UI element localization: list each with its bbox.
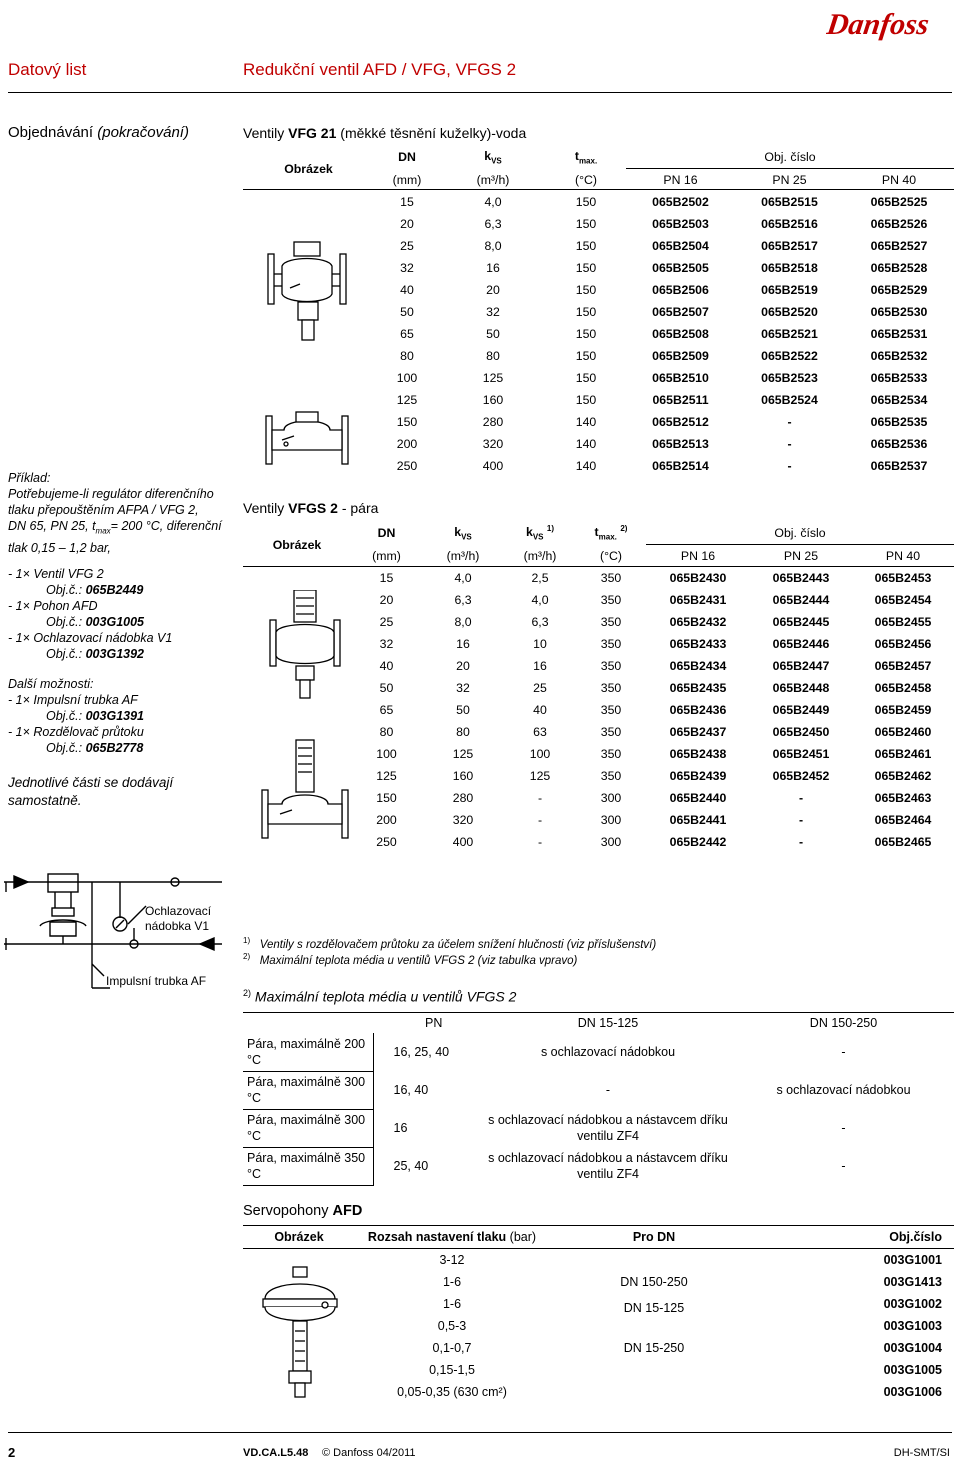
cell-kvs: 20 <box>456 659 470 673</box>
cell-kvs1: 125 <box>529 769 551 783</box>
cell-pn16: 065B2435 <box>669 681 727 695</box>
col-dn-unit: (mm) <box>392 172 422 187</box>
cell-pn40: 065B2534 <box>870 393 928 407</box>
doc-code: VD.CA.L5.48 <box>243 1447 309 1459</box>
col-dn: DN <box>398 150 416 165</box>
temp-row <box>243 1109 954 1147</box>
cell-kvs1: - <box>537 791 543 805</box>
cell-kvs1: 63 <box>533 725 547 739</box>
temp-table-title: $^{2)}$ Maximální teplota média u ventilů VFGS 2 <box>243 988 517 1005</box>
col-tmax: $t_{max.}$ $^{2)}$ <box>594 524 628 543</box>
cell-dn <box>549 1359 759 1381</box>
cell-pn25: 065B2524 <box>761 393 818 407</box>
cell-tmax: 350 <box>600 571 622 585</box>
order-item-name: - 1× Ochlazovací nádobka V1 <box>8 630 173 645</box>
cell-kvs1: 2,5 <box>531 571 549 585</box>
sidebar-example <box>8 470 228 810</box>
cell-tmax: 150 <box>575 283 597 297</box>
cell-tmax: 300 <box>600 835 622 849</box>
cell-tmax: 150 <box>575 327 597 341</box>
danfoss-logo <box>826 4 944 44</box>
cell-range: 0,05-0,35 (630 cm²) <box>397 1385 507 1399</box>
col-pn16: PN 16 <box>680 549 716 563</box>
cell-code: 003G1004 <box>883 1341 942 1355</box>
cell-pn40: 065B2454 <box>874 593 932 607</box>
order-items <box>8 566 228 662</box>
cell-pn16: 065B2504 <box>652 239 709 253</box>
cell-kvs: 32 <box>486 305 500 319</box>
cell-pn16: 065B2433 <box>669 637 727 651</box>
cell-pn25: 065B2515 <box>761 195 818 209</box>
cell-pn40: 065B2463 <box>874 791 932 805</box>
example-line: Potřebujeme-li regulátor diferenčního <box>8 487 214 501</box>
col-kvs1-unit: (m³/h) <box>523 548 557 563</box>
cell-kvs1: - <box>537 813 543 827</box>
cell-kvs: 80 <box>456 725 470 739</box>
cell-tmax: 150 <box>575 261 597 275</box>
cell-dn: 80 <box>400 349 414 363</box>
cell-pn25: 065B2450 <box>772 725 830 739</box>
cell-pn40: 065B2533 <box>870 371 928 385</box>
cell-pn16: 065B2512 <box>652 415 709 429</box>
doc-type: Datový list <box>8 60 87 79</box>
vfgs2-header-rule <box>243 566 954 567</box>
col-kvs: $k_{VS}$ <box>484 149 502 166</box>
cell-tmax: 140 <box>575 437 597 451</box>
cell-pn16: 065B2513 <box>652 437 709 451</box>
col-pn25: PN 25 <box>772 173 807 187</box>
cell-kvs: 8,0 <box>484 239 502 253</box>
cell-pn40: 065B2461 <box>874 747 932 761</box>
cell-dn: 40 <box>379 659 394 673</box>
cell-pn16: 065B2442 <box>669 835 727 849</box>
valve-drawing-vfgs2 <box>258 590 354 850</box>
temp-row-label: Pára, maximálně 300 °C <box>243 1071 373 1109</box>
cell-pn40: 065B2532 <box>870 349 928 363</box>
cell-tmax: 350 <box>600 725 622 739</box>
order-item-name: - 1× Impulsní trubka AF <box>8 692 138 707</box>
cell-kvs: 400 <box>452 835 474 849</box>
example-line: tlak 0,15 – 1,2 bar, <box>8 540 111 555</box>
cell-kvs: 32 <box>456 681 470 695</box>
act-col-picture: Obrázek <box>243 1226 355 1249</box>
temp-row-dn-small: s ochlazovací nádobkou a nástavcem dříku ventilu ZF4 <box>488 1113 728 1143</box>
col-kvs-unit: (m³/h) <box>446 548 480 563</box>
cell-kvs1: 100 <box>529 747 551 761</box>
cell-tmax: 150 <box>575 217 597 231</box>
cell-pn40: 065B2536 <box>870 437 928 451</box>
cell-dn: 150 <box>396 415 418 429</box>
doc-title: Redukční ventil AFD / VFG, VFGS 2 <box>243 60 517 79</box>
cell-pn40: 065B2527 <box>870 239 928 253</box>
cell-pn16: 065B2503 <box>652 217 709 231</box>
cell-pn16: 065B2505 <box>652 261 709 275</box>
cell-pn25: - <box>798 835 804 849</box>
cell-kvs: 160 <box>482 393 504 407</box>
cell-tmax: 350 <box>600 747 622 761</box>
cell-dn <box>549 1315 759 1337</box>
cell-dn: DN 150-250 <box>620 1275 688 1289</box>
cell-dn: 15 <box>379 571 394 585</box>
order-item-name: - 1× Rozdělovač průtoku <box>8 724 144 739</box>
cell-dn: 50 <box>400 305 414 319</box>
cell-dn: 100 <box>396 371 418 385</box>
cell-code: 003G1001 <box>883 1253 942 1267</box>
cell-dn: 20 <box>379 593 394 607</box>
cell-pn25: - <box>787 459 792 473</box>
cell-pn40: 065B2530 <box>870 305 928 319</box>
col-kvs: $k_{VS}$ <box>454 525 472 542</box>
temp-row <box>243 1071 954 1109</box>
temp-row-dn-small: - <box>605 1083 611 1097</box>
table-row <box>243 567 954 589</box>
cell-kvs: 16 <box>456 637 470 651</box>
temp-row-pn: 25, 40 <box>393 1159 429 1173</box>
cell-kvs1: 16 <box>533 659 547 673</box>
cell-pn16: 065B2502 <box>652 195 709 209</box>
cell-range: 0,15-1,5 <box>429 1363 475 1377</box>
order-item-code: Obj.č.: 065B2778 <box>46 740 144 755</box>
cell-dn: 80 <box>379 725 394 739</box>
cell-tmax: 350 <box>600 659 622 673</box>
order-item-code: Obj.č.: 065B2449 <box>46 582 144 597</box>
cell-pn25: 065B2443 <box>772 571 830 585</box>
cell-pn25: - <box>787 415 792 429</box>
temp-row-dn-large: - <box>841 1159 846 1173</box>
temp-row-pn: 16 <box>393 1121 408 1135</box>
cell-tmax: 350 <box>600 593 622 607</box>
cell-kvs: 320 <box>482 437 504 451</box>
more-options-label: Další možnosti: <box>8 676 94 691</box>
cell-pn25: 065B2446 <box>772 637 830 651</box>
cell-pn16: 065B2511 <box>652 393 709 407</box>
cell-pn16: 065B2432 <box>669 615 727 629</box>
cell-pn16: 065B2437 <box>669 725 727 739</box>
cell-tmax: 150 <box>575 305 597 319</box>
cell-range: 0,1-0,7 <box>432 1341 472 1355</box>
cell-tmax: 350 <box>600 681 622 695</box>
cell-tmax: 350 <box>600 769 622 783</box>
cell-kvs1: 40 <box>533 703 547 717</box>
cell-range: 1-6 <box>442 1275 462 1289</box>
cell-dn: 125 <box>376 769 397 783</box>
cell-dn: 15 <box>400 195 414 209</box>
cell-kvs: 280 <box>482 415 504 429</box>
cell-range: 3-12 <box>439 1253 465 1267</box>
temp-row-label: Pára, maximálně 350 °C <box>243 1147 373 1185</box>
cell-tmax: 140 <box>575 459 597 473</box>
temp-row-label: Pára, maximálně 300 °C <box>243 1109 373 1147</box>
cell-tmax: 350 <box>600 637 622 651</box>
table-row <box>243 191 954 213</box>
cell-dn: 250 <box>376 835 397 849</box>
order-item-code: Obj.č.: 003G1005 <box>46 614 144 629</box>
cell-kvs: 320 <box>452 813 474 827</box>
cell-tmax: 350 <box>600 703 622 717</box>
cell-dn: 100 <box>376 747 397 761</box>
cell-kvs: 125 <box>482 371 504 385</box>
cell-kvs1: 4,0 <box>531 593 549 607</box>
cell-pn16: 065B2509 <box>652 349 709 363</box>
cell-kvs: 80 <box>486 349 500 363</box>
col-tmax: $t_{max.}$ <box>574 149 598 166</box>
cell-dn: DN 15-125 <box>623 1301 685 1315</box>
cell-dn: 25 <box>379 615 394 629</box>
footer-rule <box>8 1432 952 1433</box>
cell-code: 003G1005 <box>883 1363 942 1377</box>
cell-pn40: 065B2464 <box>874 813 932 827</box>
copyright: © Danfoss 04/2011 <box>322 1447 416 1459</box>
valve-drawing-vfg21 <box>262 236 352 476</box>
cell-dn: 40 <box>400 283 414 297</box>
temp-row-dn-small: s ochlazovací nádobkou <box>540 1045 676 1059</box>
cell-pn25: 065B2452 <box>772 769 830 783</box>
cell-dn: 200 <box>376 813 397 827</box>
cell-dn: 50 <box>379 681 394 695</box>
cell-kvs: 8,0 <box>454 615 472 629</box>
cell-pn25: - <box>798 813 804 827</box>
cell-tmax: 300 <box>600 791 622 805</box>
actuator-row <box>243 1249 954 1272</box>
cell-pn40: 065B2458 <box>874 681 932 695</box>
cell-dn: 150 <box>376 791 397 805</box>
cell-dn: 32 <box>400 261 414 275</box>
actuator-drawing <box>255 1265 347 1408</box>
footnote-1: $^{1)}$ Ventily s rozdělovačem průtoku za účelem snížení hlučnosti (viz příslušenství) <box>243 936 657 951</box>
svg-text:Danfoss: Danfoss <box>826 7 932 41</box>
cell-kvs: 125 <box>452 747 474 761</box>
cell-pn25: 065B2523 <box>761 371 818 385</box>
cell-kvs1: 25 <box>533 681 547 695</box>
cell-kvs: 400 <box>482 459 504 473</box>
cell-pn40: 065B2465 <box>874 835 932 849</box>
cell-pn25: 065B2447 <box>772 659 830 673</box>
cell-dn <box>549 1381 759 1403</box>
col-pn25: PN 25 <box>783 549 819 563</box>
cell-code: 003G1003 <box>883 1319 942 1333</box>
department: DH-SMT/SI <box>893 1447 950 1459</box>
cell-pn16: 065B2441 <box>669 813 727 827</box>
cell-dn: 25 <box>400 239 414 253</box>
cell-tmax: 150 <box>575 195 597 209</box>
act-col-dn: Pro DN <box>549 1226 759 1249</box>
cell-dn <box>549 1249 759 1272</box>
cell-pn40: 065B2455 <box>874 615 932 629</box>
actuators-table <box>243 1226 954 1403</box>
section-title <box>8 124 189 141</box>
cell-tmax: 150 <box>575 393 597 407</box>
cell-code: 003G1413 <box>883 1275 942 1289</box>
vfg21-title: Ventily VFG 21 (měkké těsnění kuželky)-voda <box>243 125 527 141</box>
section-title-sub: (pokračování) <box>97 124 189 141</box>
col-pn40: PN 40 <box>885 549 921 563</box>
cell-pn40: 065B2456 <box>874 637 932 651</box>
temp-row-pn: 16, 25, 40 <box>393 1045 450 1059</box>
cell-dn: DN 15-250 <box>623 1341 685 1355</box>
cell-pn40: 065B2453 <box>874 571 932 585</box>
cell-pn16: 065B2510 <box>652 371 709 385</box>
cell-range: 1-6 <box>442 1297 462 1311</box>
cell-tmax: 300 <box>600 813 622 827</box>
cell-kvs: 4,0 <box>484 195 502 209</box>
cell-dn: 125 <box>396 393 418 407</box>
cell-tmax: 150 <box>575 371 597 385</box>
cell-pn40: 065B2462 <box>874 769 932 783</box>
cell-kvs: 50 <box>486 327 500 341</box>
cell-pn40: 065B2535 <box>870 415 928 429</box>
example-label: Příklad: <box>8 471 51 485</box>
temp-row <box>243 1147 954 1185</box>
cell-pn16: 065B2508 <box>652 327 709 341</box>
vfg21-header-rule <box>243 189 954 190</box>
temp-row-pn: 16, 40 <box>393 1083 429 1097</box>
col-dn-unit: (mm) <box>372 548 401 563</box>
col-picture: Obrázek <box>284 161 333 176</box>
section-title-main: Objednávání <box>8 124 94 141</box>
cell-dn: 250 <box>396 459 418 473</box>
cell-kvs1: - <box>537 835 543 849</box>
act-col-code: Obj.číslo <box>759 1226 954 1249</box>
cell-kvs: 16 <box>486 261 500 275</box>
order-item-code: Obj.č.: 003G1392 <box>46 646 144 661</box>
temp-col-dn-large: DN 150-250 <box>809 1016 878 1030</box>
cell-pn25: 065B2517 <box>761 239 818 253</box>
cell-kvs: 50 <box>456 703 470 717</box>
cell-dn: 65 <box>379 703 394 717</box>
cell-pn40: 065B2457 <box>874 659 932 673</box>
temp-row-dn-large: - <box>841 1045 846 1059</box>
cell-kvs: 280 <box>452 791 474 805</box>
cell-tmax: 140 <box>575 415 597 429</box>
cell-range: 0,5-3 <box>437 1319 467 1333</box>
cell-kvs: 20 <box>486 283 500 297</box>
temp-table <box>243 1013 954 1186</box>
col-tmax-unit: (°C) <box>600 548 622 563</box>
cell-pn16: 065B2436 <box>669 703 727 717</box>
col-order-number: Obj. číslo <box>646 522 954 545</box>
col-dn: DN <box>377 526 396 541</box>
order-item-code: Obj.č.: 003G1391 <box>46 708 144 723</box>
cell-code: 003G1002 <box>883 1297 942 1311</box>
cell-tmax: 350 <box>600 615 622 629</box>
cell-kvs: 4,0 <box>454 571 472 585</box>
cell-dn: 20 <box>400 217 414 231</box>
temp-row-label: Pára, maximálně 200 °C <box>243 1033 373 1071</box>
cell-pn25: 065B2521 <box>761 327 818 341</box>
cell-pn25: 065B2516 <box>761 217 818 231</box>
example-line: tlaku přepouštěním AFPA / VFG 2, <box>8 503 199 517</box>
cell-pn16: 065B2507 <box>652 305 709 319</box>
cell-pn25: 065B2449 <box>772 703 830 717</box>
col-order-number: Obj. číslo <box>626 146 954 169</box>
cell-dn: 200 <box>396 437 418 451</box>
cell-pn16: 065B2440 <box>669 791 727 805</box>
header-rule <box>8 92 952 93</box>
cell-kvs: 160 <box>452 769 474 783</box>
cell-pn25: 065B2445 <box>772 615 830 629</box>
order-item-name: - 1× Pohon AFD <box>8 598 98 613</box>
cell-pn25: 065B2451 <box>772 747 830 761</box>
temp-col-pn: PN <box>425 1016 443 1030</box>
cell-code: 003G1006 <box>883 1385 942 1399</box>
separate-delivery-note: Jednotlivé části se dodávají samostatně. <box>8 774 174 808</box>
order-item-name: - 1× Ventil VFG 2 <box>8 566 104 581</box>
temp-row <box>243 1033 954 1071</box>
actuators-title: Servopohony AFD <box>243 1203 363 1219</box>
cell-pn25: 065B2522 <box>761 349 818 363</box>
cell-dn: 65 <box>400 327 414 341</box>
cell-pn40: 065B2531 <box>870 327 928 341</box>
example-line: DN 65, PN 25, $t_{max}= 200$ °C, diferenční <box>8 519 222 536</box>
cell-pn25: - <box>798 791 804 805</box>
footnote-2: $^{2)}$ Maximální teplota média u ventilů VFGS 2 (viz tabulka vpravo) <box>243 952 578 967</box>
cell-pn16: 065B2438 <box>669 747 727 761</box>
cell-pn40: 065B2537 <box>870 459 928 473</box>
col-pn40: PN 40 <box>881 173 917 187</box>
temp-row-dn-small: s ochlazovací nádobkou a nástavcem dříku ventilu ZF4 <box>488 1151 728 1181</box>
cell-pn16: 065B2434 <box>669 659 727 673</box>
col-pn16: PN 16 <box>663 173 698 187</box>
cell-pn40: 065B2529 <box>870 283 928 297</box>
page-number: 2 <box>8 1445 16 1460</box>
cell-pn16: 065B2431 <box>669 593 727 607</box>
vfgs2-title: Ventily VFGS 2 - pára <box>243 500 379 516</box>
col-kvs-unit: (m³/h) <box>476 172 510 187</box>
cell-pn25: 065B2448 <box>772 681 830 695</box>
cell-pn16: 065B2439 <box>669 769 727 783</box>
cell-pn16: 065B2506 <box>652 283 709 297</box>
temp-row-dn-large: s ochlazovací nádobkou <box>776 1083 911 1097</box>
temp-row-dn-large: - <box>841 1121 846 1135</box>
cell-pn40: 065B2525 <box>870 195 928 209</box>
cell-tmax: 150 <box>575 349 597 363</box>
cell-tmax: 150 <box>575 239 597 253</box>
cell-pn25: 065B2520 <box>761 305 818 319</box>
cell-pn16: 065B2514 <box>652 459 709 473</box>
cell-dn: 32 <box>379 637 394 651</box>
cell-pn25: 065B2518 <box>761 261 818 275</box>
cell-kvs1: 6,3 <box>531 615 549 629</box>
cell-pn25: 065B2444 <box>772 593 830 607</box>
cell-pn25: - <box>787 437 792 451</box>
temp-col-dn-small: DN 15-125 <box>577 1016 639 1030</box>
cell-pn40: 065B2526 <box>870 217 928 231</box>
col-tmax-unit: (°C) <box>575 172 597 187</box>
cell-kvs: 6,3 <box>484 217 502 231</box>
act-col-range: Rozsah nastavení tlaku (bar) <box>355 1226 549 1249</box>
cell-pn25: 065B2519 <box>761 283 818 297</box>
col-kvs-flow-splitter: $k_{VS}$ $^{1)}$ <box>525 524 555 543</box>
diagram-label-tube: Impulsní trubka AF <box>106 974 207 988</box>
col-picture: Obrázek <box>272 537 322 552</box>
cell-pn16: 065B2430 <box>669 571 727 585</box>
cell-kvs: 6,3 <box>454 593 472 607</box>
cell-pn40: 065B2528 <box>870 261 928 275</box>
diagram-label-tank: Ochlazovací nádobka V1 <box>145 904 212 933</box>
more-options <box>8 676 228 756</box>
cell-kvs1: 10 <box>533 637 547 651</box>
cell-pn40: 065B2460 <box>874 725 932 739</box>
cell-pn40: 065B2459 <box>874 703 932 717</box>
